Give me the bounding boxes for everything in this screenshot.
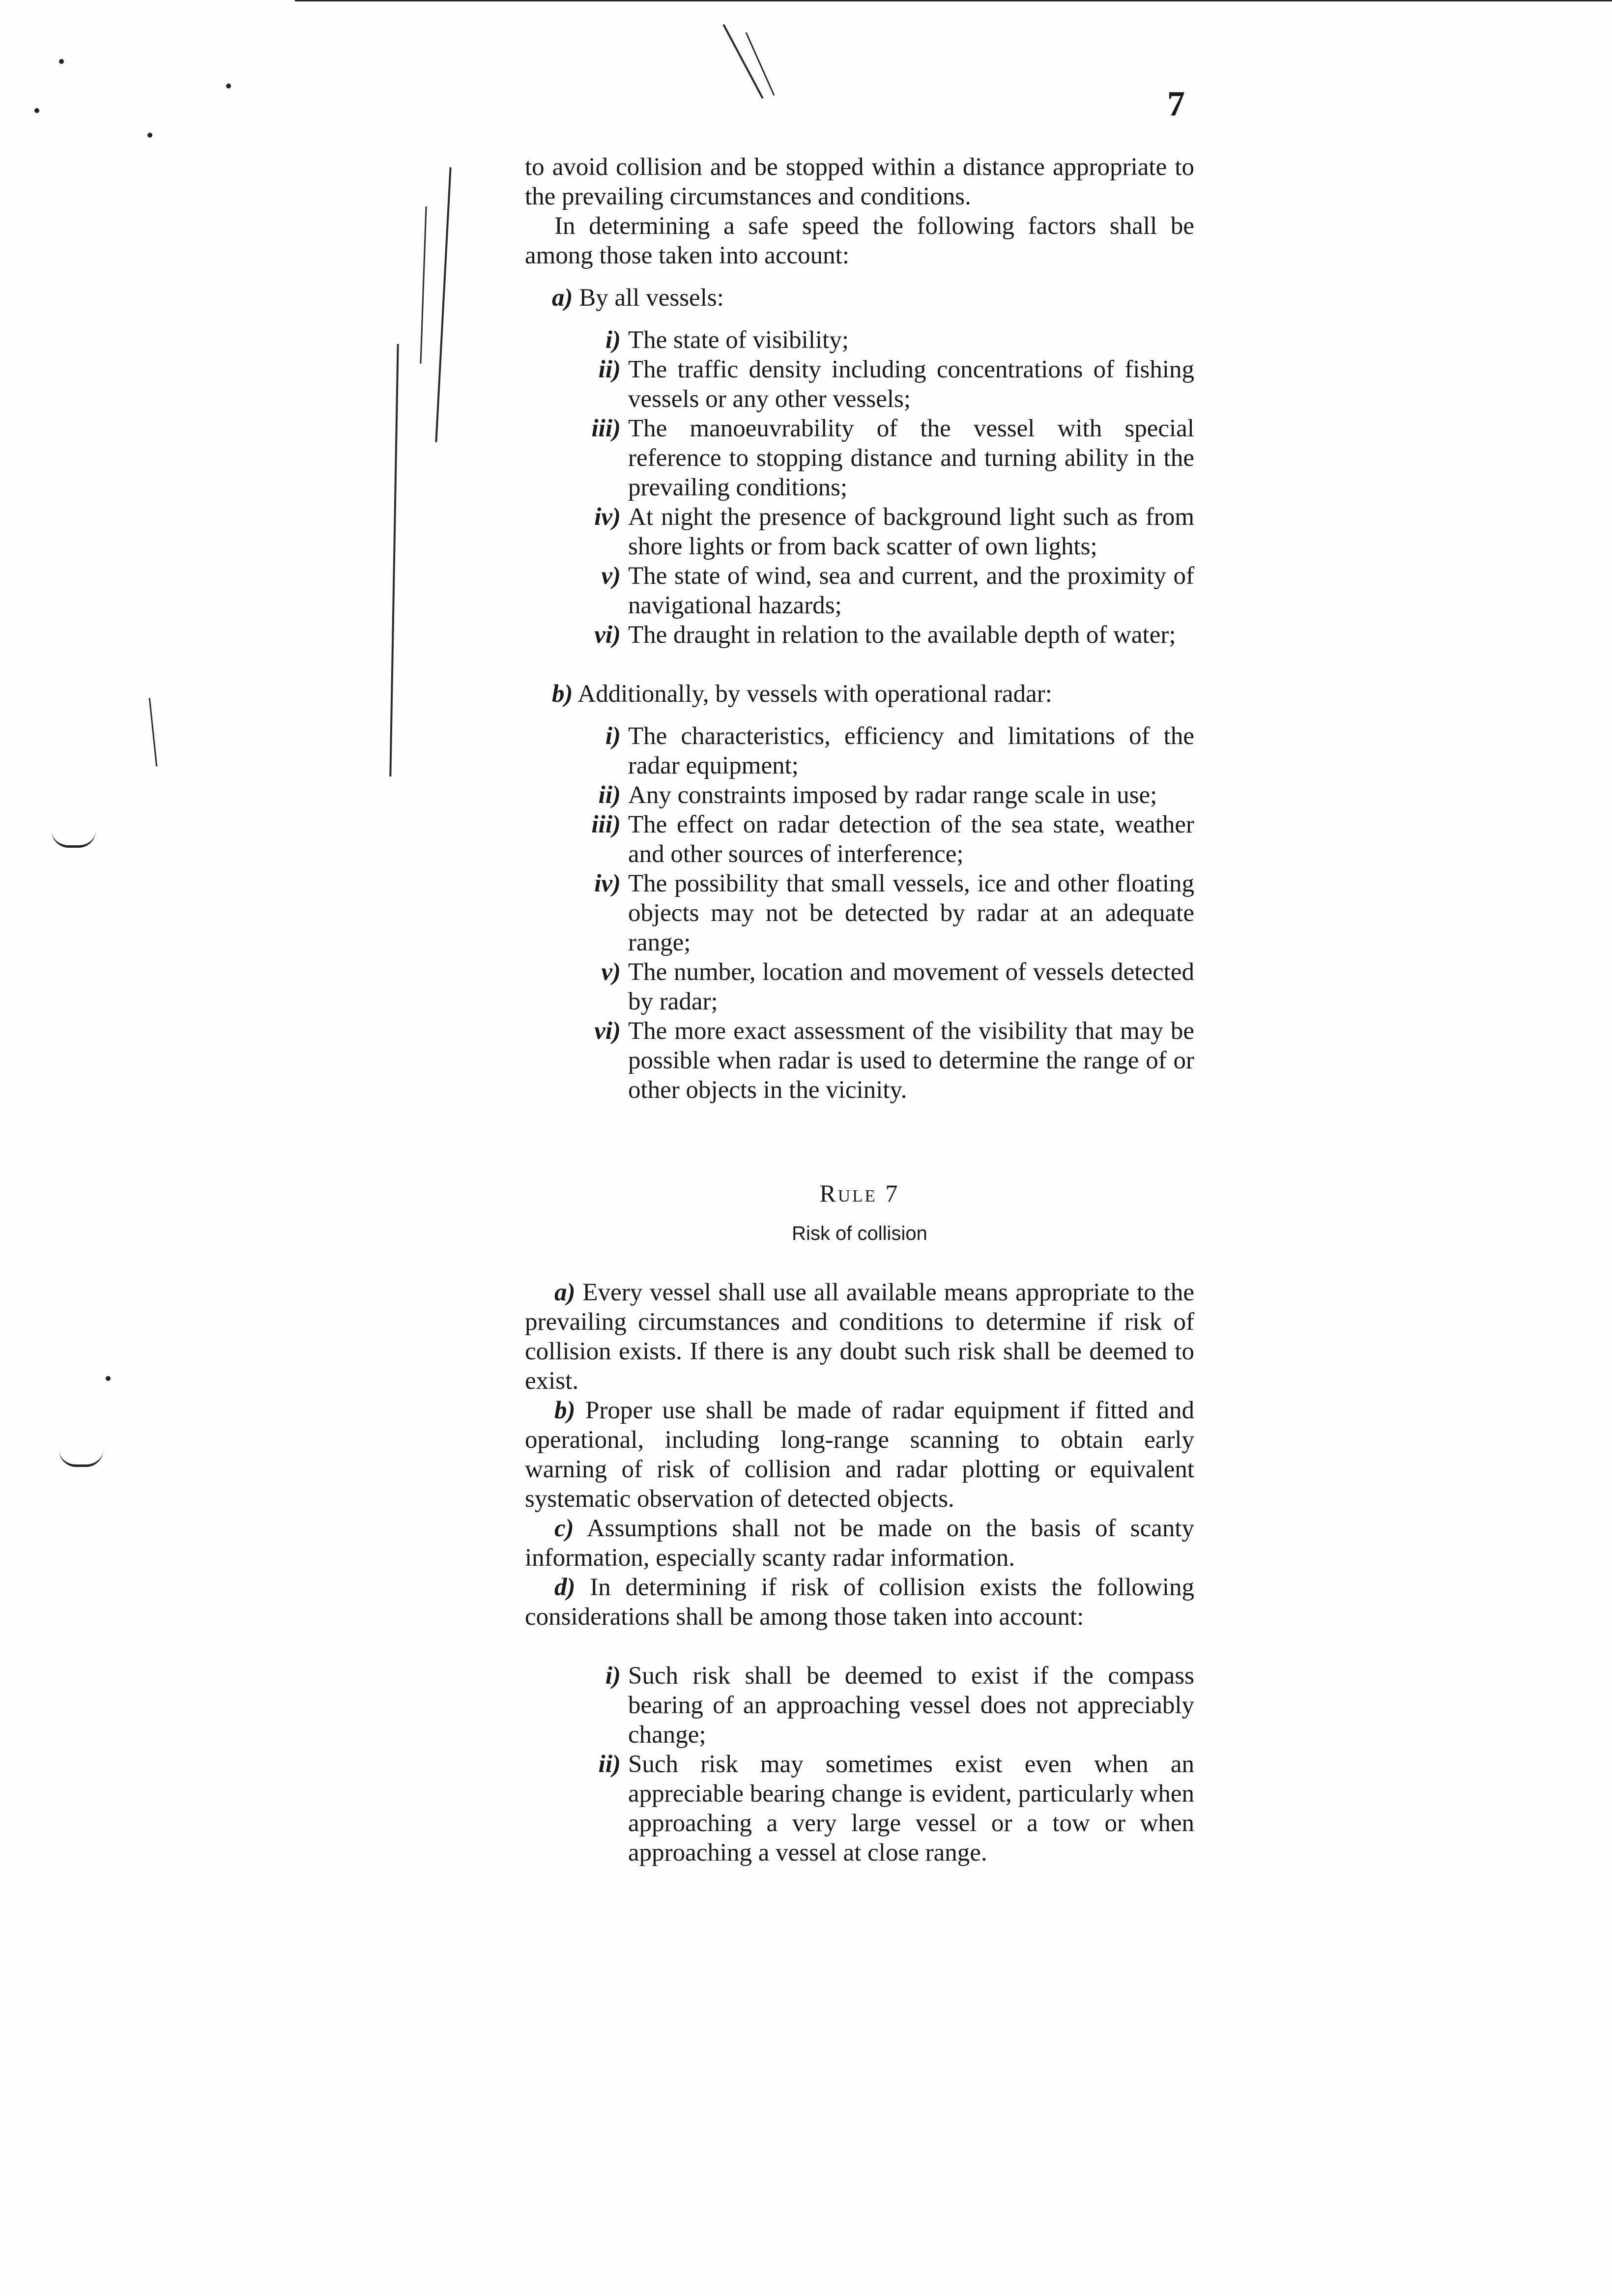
rule-paragraph-text: Every vessel shall use all available means appropriate to the prevailing circumstances and conditions to determine if risk of collision exists. If there is any doubt such risk shall be deemed to exist. (525, 1279, 1194, 1395)
list-item (525, 721, 1194, 780)
list-item (525, 957, 1194, 1016)
scan-line-left-1 (435, 167, 451, 442)
list-item-marker: iii) (591, 415, 621, 442)
list-item-text: At night the presence of background light such as from shore lights or from back scatter of own lights; (628, 503, 1194, 560)
list-item-marker: ii) (598, 1751, 621, 1778)
list-item-text: The draught in relation to the available depth of water; (628, 621, 1176, 649)
scan-dot-1 (59, 59, 64, 64)
section-a-heading-text: By all vessels: (579, 284, 724, 312)
list-item (525, 502, 1194, 561)
list-item-marker: v) (601, 958, 621, 986)
list-item (525, 1750, 1194, 1867)
list-item-marker: i) (605, 326, 621, 354)
continuation-paragraph: to avoid collision and be stopped within a distance appropriate to the prevailing circumstances and conditions. (525, 153, 1194, 210)
list-item (525, 810, 1194, 869)
list-item-marker: i) (605, 1662, 621, 1690)
list-item-text: The traffic density including concentrations of fishing vessels or any other vessels; (628, 356, 1194, 413)
list-item-marker: vi) (594, 1017, 621, 1045)
scan-line-top-slash-2 (746, 32, 775, 95)
list-item-text: Any constraints imposed by radar range scale in use; (628, 781, 1157, 809)
list-item (525, 414, 1194, 502)
scan-curve-1 (52, 831, 96, 848)
list-item-marker: iv) (594, 870, 621, 897)
list-item-marker: iii) (591, 811, 621, 838)
list-item-text: The manoeuvrability of the vessel with special reference to stopping distance and turning ability in the prevailing conditions; (628, 415, 1194, 501)
scan-line-left-2 (420, 206, 427, 364)
rule-paragraph (525, 1514, 1194, 1573)
scan-dot-2 (34, 108, 39, 113)
list-item (525, 355, 1194, 414)
rule-paragraph-marker: c) (554, 1515, 574, 1542)
section-b-heading-text: Additionally, by vessels with operational radar: (577, 680, 1052, 708)
scan-line-margin-1 (149, 698, 158, 767)
list-item-marker: ii) (598, 781, 621, 809)
text-column (525, 152, 1194, 1867)
list-item (525, 1661, 1194, 1750)
list-item (525, 869, 1194, 957)
rule-paragraph (525, 1573, 1194, 1632)
scan-dot-4 (147, 133, 152, 138)
list-item-marker: ii) (598, 356, 621, 383)
section-b-list (525, 721, 1194, 1105)
scan-line-top (295, 0, 1612, 1)
list-item-text: The state of visibility; (628, 326, 849, 354)
list-item (525, 620, 1194, 650)
list-item (525, 780, 1194, 810)
list-item-marker: vi) (594, 621, 621, 649)
list-item-marker: iv) (594, 503, 621, 531)
section-b-marker: b) (552, 680, 573, 708)
section-b-heading (552, 679, 1194, 709)
list-item-text: The effect on radar detection of the sea state, weather and other sources of interference; (628, 811, 1194, 868)
section-a-heading (552, 283, 1194, 313)
list-item (525, 561, 1194, 620)
section-d-list (525, 1661, 1194, 1867)
rule-paragraph-marker: d) (554, 1574, 576, 1601)
list-item-text: Such risk shall be deemed to exist if the compass bearing of an approaching vessel does not appreciably change; (628, 1662, 1194, 1749)
list-item-text: The number, location and movement of vessels detected by radar; (628, 958, 1194, 1015)
rule-paragraph-text: In determining if risk of collision exists the following considerations shall be among those taken into account: (525, 1574, 1194, 1631)
rule-paragraph-text: Assumptions shall not be made on the basis of scanty information, especially scanty radar information. (525, 1515, 1195, 1572)
scan-line-top-slash-1 (722, 24, 763, 99)
list-item-text: The state of wind, sea and current, and the proximity of navigational hazards; (628, 562, 1194, 619)
rule-paragraph (525, 1396, 1194, 1514)
list-item-marker: i) (605, 722, 621, 750)
rule-paragraph-marker: a) (554, 1279, 576, 1306)
list-item-text: The possibility that small vessels, ice and other floating objects may not be detected by radar at an adequate range; (628, 870, 1194, 956)
scan-dot-5 (106, 1376, 111, 1381)
scan-dot-3 (226, 84, 231, 88)
rule-paragraph (525, 1278, 1194, 1396)
list-item (525, 325, 1194, 355)
list-item (525, 1016, 1194, 1105)
scan-line-left-3 (389, 344, 399, 776)
rule-title: Rule 7 (819, 1179, 900, 1207)
safe-speed-intro: In determining a safe speed the following factors shall be among those taken into account: (525, 212, 1194, 269)
list-item-text: Such risk may sometimes exist even when an appreciable bearing change is evident, particularly when approaching a very large vessel or a tow or when approaching a vessel at close range. (628, 1751, 1194, 1866)
list-item-text: The more exact assessment of the visibility that may be possible when radar is used to determine the range of or other objects in the vicinity. (628, 1017, 1194, 1104)
rule-subtitle: Risk of collision (792, 1223, 927, 1244)
section-a-marker: a) (552, 284, 573, 312)
list-item-text: The characteristics, efficiency and limitations of the radar equipment; (628, 722, 1194, 779)
section-a-list (525, 325, 1194, 650)
rule-paragraph-marker: b) (554, 1397, 576, 1424)
list-item-marker: v) (601, 562, 621, 590)
rule-paragraph-text: Proper use shall be made of radar equipment if fitted and operational, including long-range scanning to obtain early warning of risk of collision and radar plotting or equivalent systematic observation of detected objects. (525, 1397, 1194, 1513)
scan-curve-2 (59, 1450, 103, 1467)
page-number: 7 (1167, 84, 1185, 123)
